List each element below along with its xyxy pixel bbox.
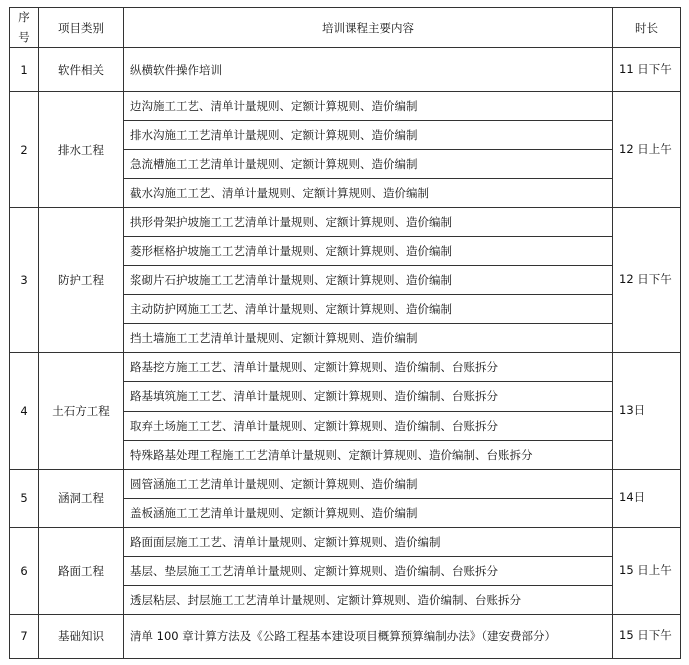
course-content-cell: 基层、垫层施工工艺清单计量规则、定额计算规则、造价编制、台账拆分: [124, 556, 613, 585]
header-no: 序号: [10, 8, 39, 48]
row-number: 7: [10, 614, 39, 658]
table-row: [10, 614, 681, 658]
course-content-cell: 挡土墙施工工艺清单计量规则、定额计算规则、造价编制: [124, 324, 613, 353]
course-content-cell: 清单 100 章计算方法及《公路工程基本建设项目概算预算编制办法》（建安费部分）: [124, 614, 613, 658]
row-number: 1: [10, 48, 39, 92]
table-row: [10, 92, 681, 121]
category-cell: 土石方工程: [39, 353, 124, 469]
course-content-cell: 路基填筑施工工艺、清单计量规则、定额计算规则、造价编制、台账拆分: [124, 382, 613, 411]
training-schedule-table: [9, 7, 681, 659]
duration-cell: 11 日下午: [613, 48, 681, 92]
course-content-cell: 边沟施工工艺、清单计量规则、定额计算规则、造价编制: [124, 92, 613, 121]
table-row: [10, 527, 681, 556]
duration-cell: 12 日下午: [613, 208, 681, 353]
header-content: 培训课程主要内容: [124, 8, 613, 48]
course-content-cell: 主动防护网施工工艺、清单计量规则、定额计算规则、造价编制: [124, 295, 613, 324]
table-body: [10, 48, 681, 659]
header-category: 项目类别: [39, 8, 124, 48]
category-cell: 基础知识: [39, 614, 124, 658]
course-content-cell: 路面面层施工工艺、清单计量规则、定额计算规则、造价编制: [124, 527, 613, 556]
table-row: [10, 469, 681, 498]
course-content-cell: 特殊路基处理工程施工工艺清单计量规则、定额计算规则、造价编制、台账拆分: [124, 440, 613, 469]
category-cell: 软件相关: [39, 48, 124, 92]
course-content-cell: 浆砌片石护坡施工工艺清单计量规则、定额计算规则、造价编制: [124, 266, 613, 295]
row-number: 5: [10, 469, 39, 527]
course-content-cell: 纵横软件操作培训: [124, 48, 613, 92]
category-cell: 防护工程: [39, 208, 124, 353]
row-number: 3: [10, 208, 39, 353]
course-content-cell: 路基挖方施工工艺、清单计量规则、定额计算规则、造价编制、台账拆分: [124, 353, 613, 382]
course-content-cell: 取弃土场施工工艺、清单计量规则、定额计算规则、造价编制、台账拆分: [124, 411, 613, 440]
row-number: 6: [10, 527, 39, 614]
row-number: 4: [10, 353, 39, 469]
header-row: [10, 8, 681, 48]
row-number: 2: [10, 92, 39, 208]
table-row: [10, 353, 681, 382]
category-cell: 路面工程: [39, 527, 124, 614]
header-duration: 时长: [613, 8, 681, 48]
duration-cell: 14日: [613, 469, 681, 527]
duration-cell: 13日: [613, 353, 681, 469]
table-row: [10, 48, 681, 92]
duration-cell: 15 日上午: [613, 527, 681, 614]
duration-cell: 15 日下午: [613, 614, 681, 658]
course-content-cell: 菱形框格护坡施工工艺清单计量规则、定额计算规则、造价编制: [124, 237, 613, 266]
course-content-cell: 截水沟施工工艺、清单计量规则、定额计算规则、造价编制: [124, 179, 613, 208]
table-row: [10, 208, 681, 237]
course-content-cell: 拱形骨架护坡施工工艺清单计量规则、定额计算规则、造价编制: [124, 208, 613, 237]
course-content-cell: 排水沟施工工艺清单计量规则、定额计算规则、造价编制: [124, 121, 613, 150]
course-content-cell: 急流槽施工工艺清单计量规则、定额计算规则、造价编制: [124, 150, 613, 179]
course-content-cell: 盖板涵施工工艺清单计量规则、定额计算规则、造价编制: [124, 498, 613, 527]
duration-cell: 12 日上午: [613, 92, 681, 208]
course-content-cell: 圆管涵施工工艺清单计量规则、定额计算规则、造价编制: [124, 469, 613, 498]
course-content-cell: 透层粘层、封层施工工艺清单计量规则、定额计算规则、造价编制、台账拆分: [124, 585, 613, 614]
category-cell: 排水工程: [39, 92, 124, 208]
category-cell: 涵洞工程: [39, 469, 124, 527]
